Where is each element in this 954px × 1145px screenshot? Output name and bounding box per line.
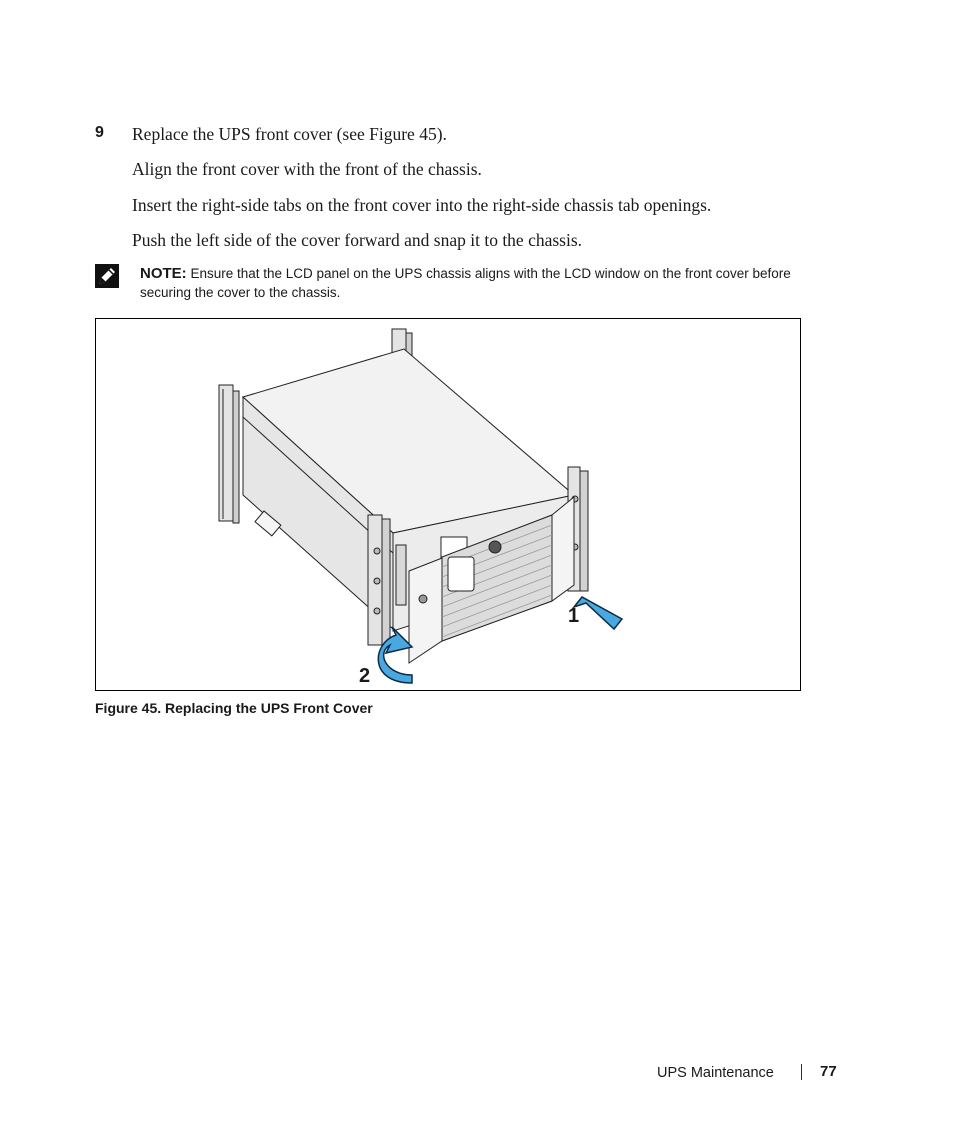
substep-insert: Insert the right-side tabs on the front cover into the right-side chassis tab openings. [132, 195, 712, 215]
pencil-note-icon [95, 264, 119, 288]
page-number: 77 [820, 1063, 837, 1080]
step-text: Replace the UPS front cover (see Figure 45). [132, 124, 447, 144]
note-label: NOTE: [140, 265, 187, 282]
substep-push: Push the left side of the cover forward and snap it to the chassis. [132, 230, 583, 250]
ups-illustration [96, 319, 802, 692]
substep-align: Align the front cover with the front of the chassis. [132, 159, 482, 179]
front-left-rail [368, 515, 390, 645]
footer-divider [801, 1064, 802, 1080]
footer-section: UPS Maintenance [657, 1065, 774, 1081]
step-number: 9 [95, 124, 104, 141]
note [140, 264, 840, 302]
figure-caption: Figure 45. Replacing the UPS Front Cover [95, 700, 373, 716]
arrow-1-icon [574, 597, 622, 629]
note-text: Ensure that the LCD panel on the UPS chassis aligns with the LCD window on the front cover before securing the cover to the chassis. [140, 266, 791, 300]
callout-2: 2 [359, 665, 371, 687]
callout-1: 1 [568, 605, 580, 627]
figure-frame [95, 318, 801, 691]
rear-left-rail [219, 385, 239, 523]
